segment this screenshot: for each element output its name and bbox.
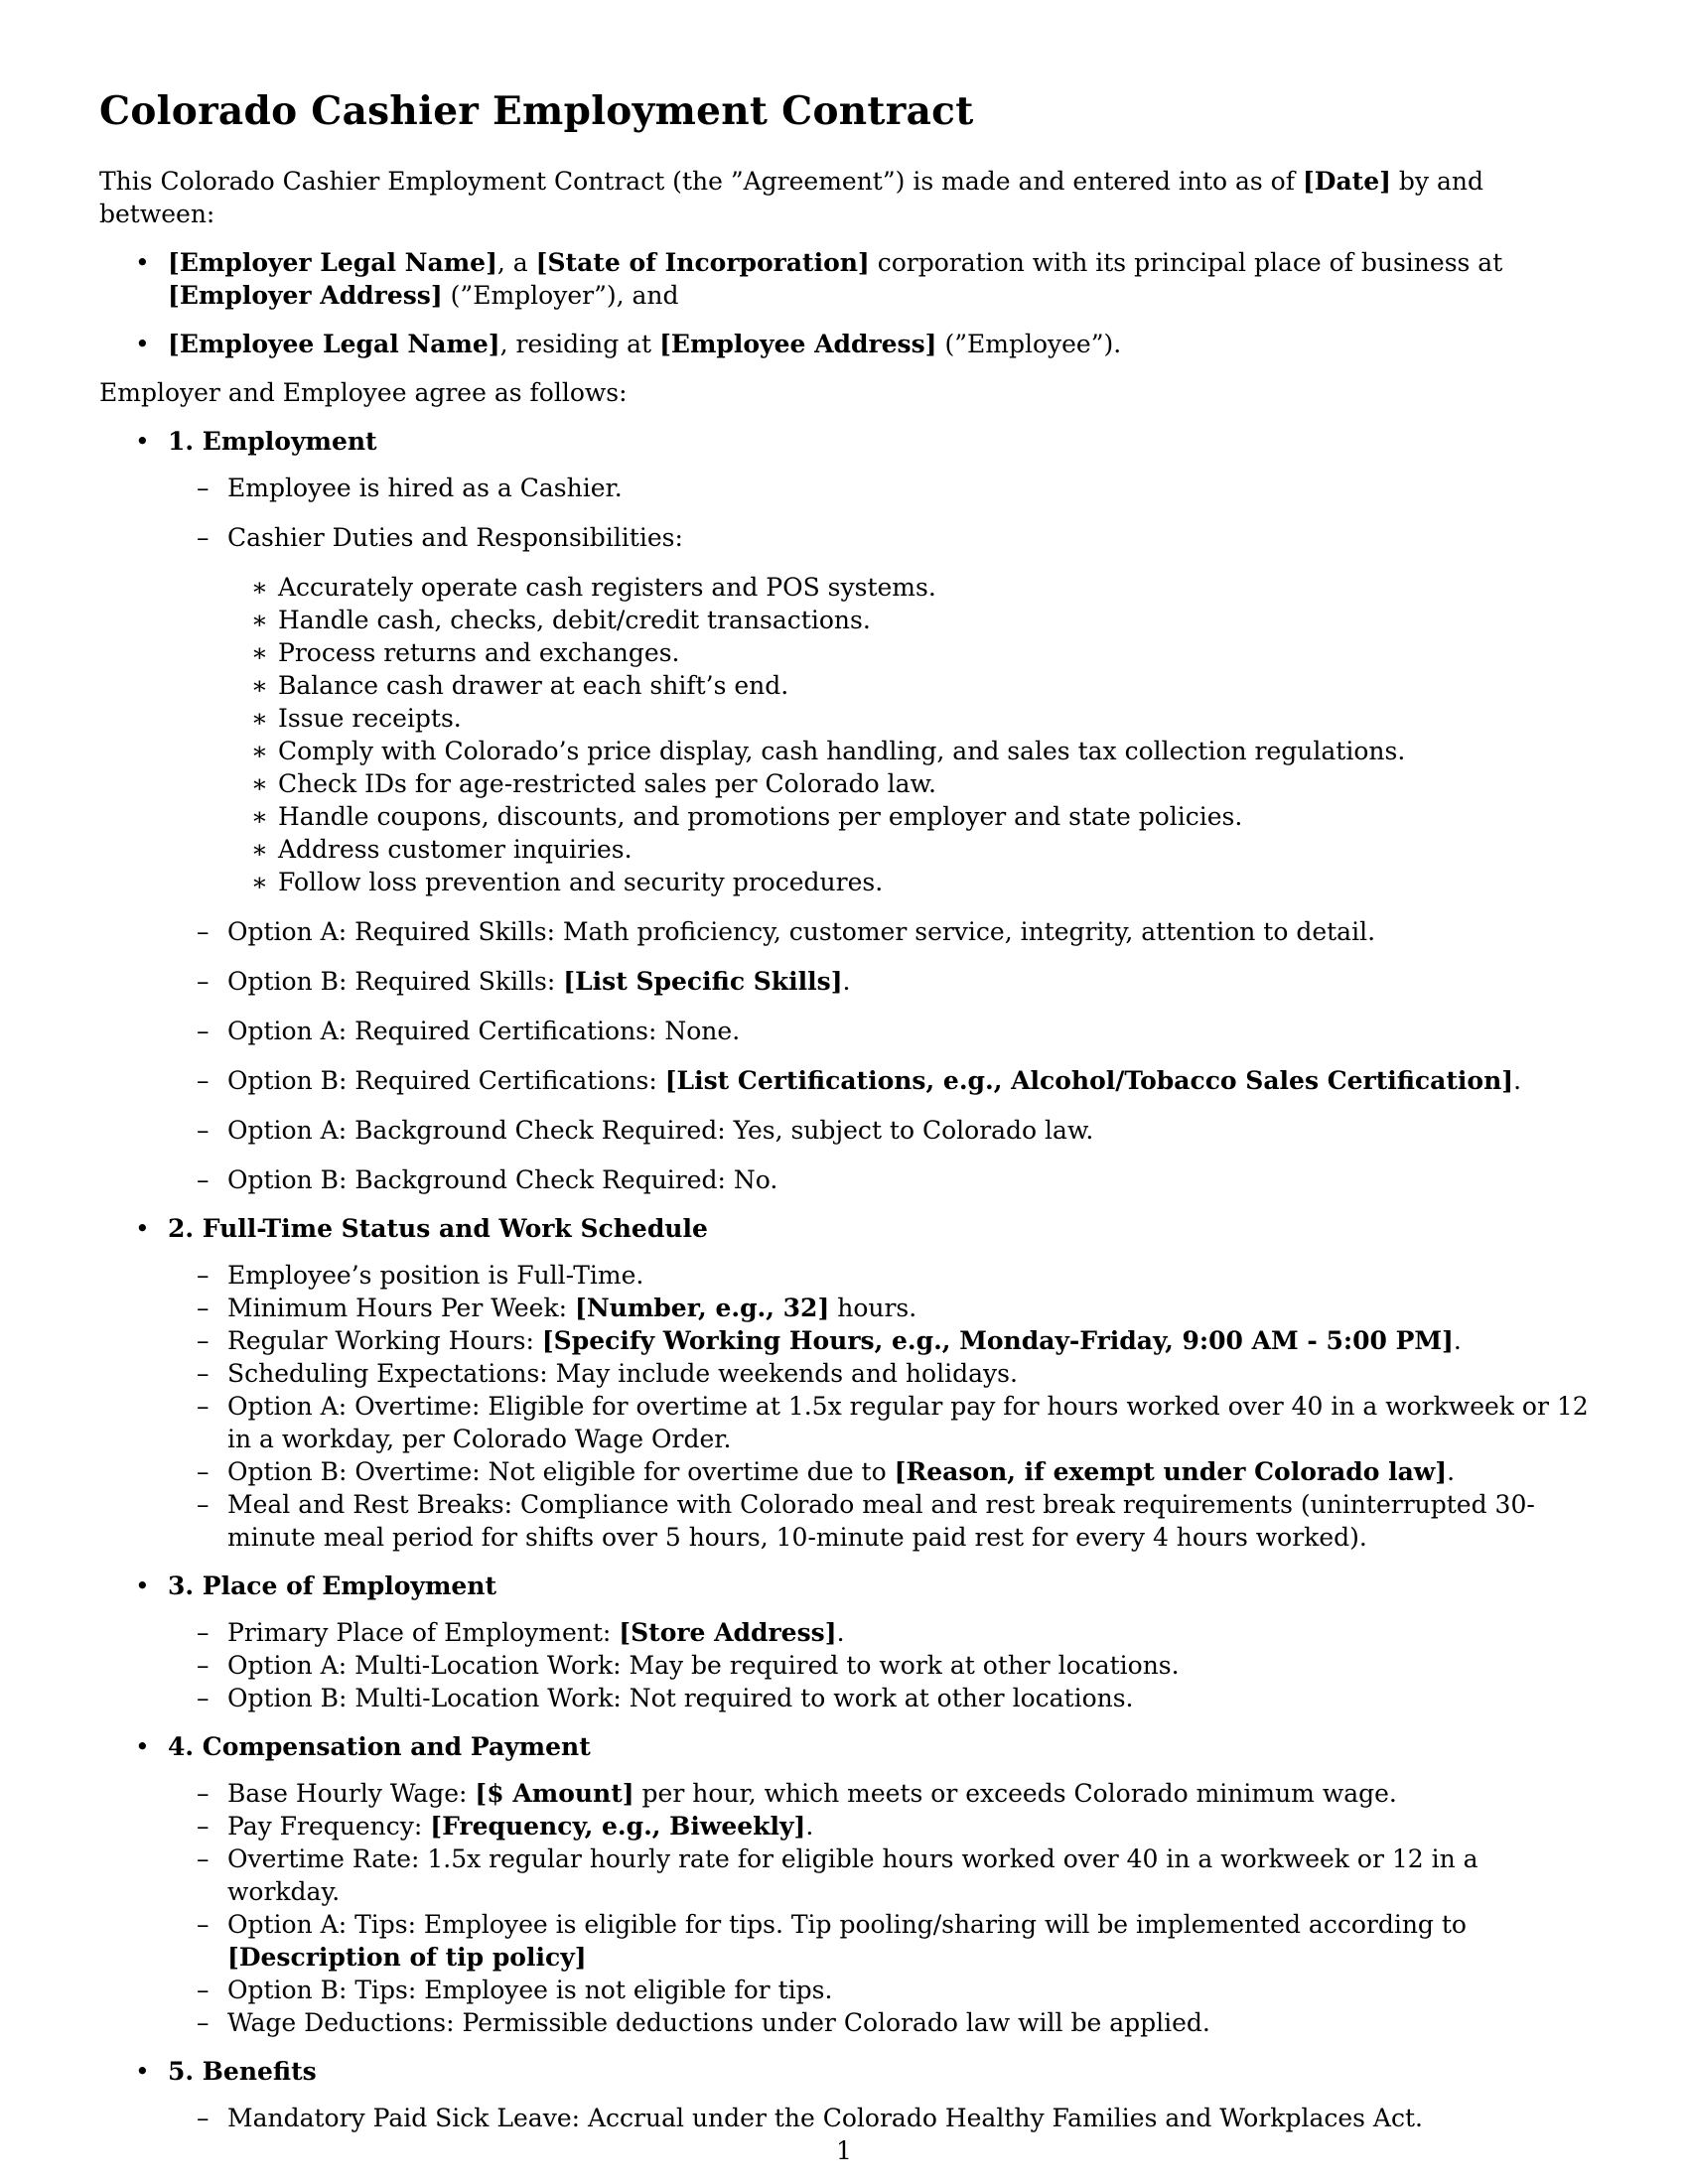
sections-list	[99, 425, 1589, 2134]
list-item: – Option B: Overtime: Not eligible for overtime due to [Reason, if exempt under Colorado law].	[168, 1455, 1589, 1488]
page-number: 1	[836, 2136, 852, 2165]
list-item: – Option A: Multi-Location Work: May be required to work at other locations.	[168, 1649, 1589, 1682]
list-item: – Option B: Tips: Employee is not eligible for tips.	[168, 1974, 1589, 2006]
duty-item: ∗ Accurately operate cash registers and POS systems.	[227, 571, 1589, 604]
list-item: – Option B: Required Certifications: [List Certifications, e.g., Alcohol/Tobacco Sales Certification].	[168, 1064, 1589, 1097]
list-item: – Employee’s position is Full-Time.	[168, 1259, 1589, 1292]
duty-item: ∗ Comply with Colorado’s price display, cash handling, and sales tax collection regulations.	[227, 735, 1589, 767]
duty-item: ∗ Handle coupons, discounts, and promotions per employer and state policies.	[227, 800, 1589, 833]
duty-item: ∗ Handle cash, checks, debit/credit transactions.	[227, 604, 1589, 636]
section-heading: 1. Employment	[168, 427, 377, 456]
duty-item: ∗ Balance cash drawer at each shift’s end.	[227, 669, 1589, 702]
section-benefits	[99, 2055, 1589, 2134]
section-heading: 5. Benefits	[168, 2057, 317, 2086]
list-item: – Regular Working Hours: [Specify Working Hours, e.g., Monday-Friday, 9:00 AM - 5:00 PM].	[168, 1324, 1589, 1357]
party-employer: • [Employer Legal Name], a [State of Incorporation] corporation with its principal place of business at [Employer Address] (”Employer”), and	[99, 246, 1589, 312]
list-item: – Option B: Required Skills: [List Specific Skills].	[168, 965, 1589, 998]
list-item: – Scheduling Expectations: May include weekends and holidays.	[168, 1357, 1589, 1390]
list-item: – Option B: Background Check Required: No.	[168, 1163, 1589, 1196]
section-compensation	[99, 1730, 1589, 2039]
list-item: – Employee is hired as a Cashier.	[168, 472, 1589, 504]
list-item: – Option A: Background Check Required: Yes, subject to Colorado law.	[168, 1114, 1589, 1147]
duty-item: ∗ Follow loss prevention and security procedures.	[227, 866, 1589, 898]
party-employee: • [Employee Legal Name], residing at [Employee Address] (”Employee”).	[99, 328, 1589, 360]
list-item: – Cashier Duties and Responsibilities: ∗ Accurately operate cash registers and POS systems. ∗ Handle cash, checks, debit/credit transactions. ∗ Process returns and exchanges. ∗ Balance cash drawer at each shift’s end. ∗ Issue receipts. ∗ Comply with Colorado’s price display, cash handling, and sales tax collection regulations. ∗ Check IDs for age-restricted sales per Colorado law. ∗ Handle coupons, discounts, and promotions per employer and state policies. ∗ Address customer inquiries. ∗ Follow loss prevention and security procedures.	[168, 521, 1589, 898]
duties-list	[227, 571, 1589, 898]
list-item: – Wage Deductions: Permissible deductions under Colorado law will be applied.	[168, 2006, 1589, 2039]
list-item: – Minimum Hours Per Week: [Number, e.g., 32] hours.	[168, 1292, 1589, 1324]
date-placeholder: [Date]	[1302, 167, 1391, 196]
duty-item: ∗ Process returns and exchanges.	[227, 636, 1589, 669]
list-item: – Pay Frequency: [Frequency, e.g., Biweekly].	[168, 1810, 1589, 1843]
list-item: – Overtime Rate: 1.5x regular hourly rate for eligible hours worked over 40 in a workweek or 12 in a workday.	[168, 1843, 1589, 1908]
section-heading: 3. Place of Employment	[168, 1571, 497, 1600]
agree-statement: Employer and Employee agree as follows:	[99, 378, 628, 407]
section-heading: 4. Compensation and Payment	[168, 1732, 591, 1761]
list-item: – Option A: Required Skills: Math proficiency, customer service, integrity, attention to detail.	[168, 915, 1589, 948]
parties-list	[99, 246, 1589, 360]
list-item: – Primary Place of Employment: [Store Address].	[168, 1616, 1589, 1649]
duty-item: ∗ Address customer inquiries.	[227, 833, 1589, 866]
list-item: – Meal and Rest Breaks: Compliance with Colorado meal and rest break requirements (uninterrupted 30-minute meal period for shifts over 5 hours, 10-minute paid rest for every 4 hours worked).	[168, 1488, 1589, 1554]
duty-item: ∗ Issue receipts.	[227, 702, 1589, 735]
list-item: – Option A: Tips: Employee is eligible for tips. Tip pooling/sharing will be implemented according to [Description of tip policy]	[168, 1908, 1589, 1974]
section-place	[99, 1570, 1589, 1714]
list-item: – Base Hourly Wage: [$ Amount] per hour, which meets or exceeds Colorado minimum wage.	[168, 1777, 1589, 1810]
duty-item: ∗ Check IDs for age-restricted sales per Colorado law.	[227, 767, 1589, 800]
document-page	[99, 87, 1589, 2150]
intro-paragraph: This Colorado Cashier Employment Contract (the ”Agreement”) is made and entered into as of [Date] by and between:	[99, 167, 1483, 228]
list-item: – Option A: Required Certifications: None.	[168, 1015, 1589, 1047]
list-item: – Mandatory Paid Sick Leave: Accrual under the Colorado Healthy Families and Workplaces Act.	[168, 2102, 1589, 2134]
list-item: – Option A: Overtime: Eligible for overtime at 1.5x regular pay for hours worked over 40 in a workweek or 12 in a workday, per Colorado Wage Order.	[168, 1390, 1589, 1455]
section-heading: 2. Full-Time Status and Work Schedule	[168, 1214, 708, 1243]
section-employment	[99, 425, 1589, 1196]
list-item: – Option B: Multi-Location Work: Not required to work at other locations.	[168, 1682, 1589, 1714]
section-schedule	[99, 1212, 1589, 1554]
document-title: Colorado Cashier Employment Contract	[99, 88, 974, 134]
